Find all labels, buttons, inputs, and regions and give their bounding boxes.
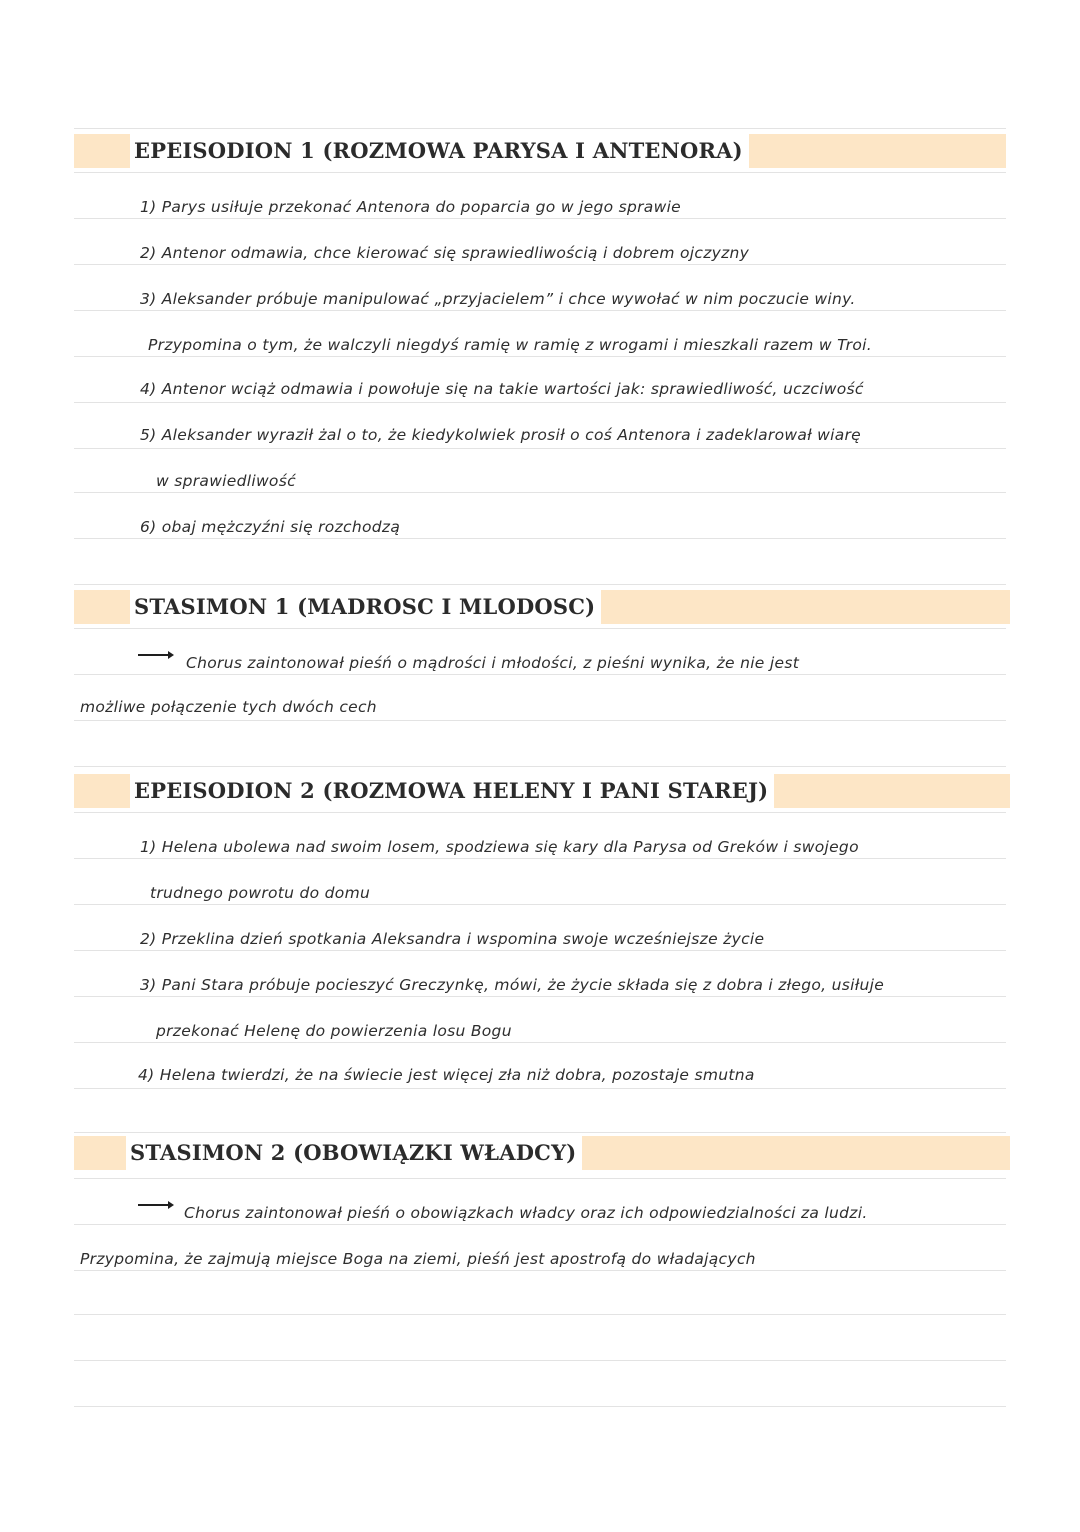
arrow-icon	[138, 650, 174, 660]
ruled-line	[74, 402, 1006, 403]
ruled-line	[74, 128, 1006, 129]
ruled-line	[74, 996, 1006, 997]
ruled-line	[74, 492, 1006, 493]
ruled-line	[74, 448, 1006, 449]
note-line: 1) Helena ubolewa nad swoim losem, spodziewa się kary dla Parysa od Greków i swojego	[140, 838, 859, 856]
ruled-line	[74, 950, 1006, 951]
ruled-line	[74, 172, 1006, 173]
note-line: przekonać Helenę do powierzenia losu Bogu	[156, 1022, 512, 1040]
ruled-line	[74, 1132, 1006, 1133]
ruled-line	[74, 264, 1006, 265]
note-line: 6) obaj mężczyźni się rozchodzą	[140, 518, 401, 536]
note-line: trudnego powrotu do domu	[150, 884, 371, 902]
ruled-line	[74, 1088, 1006, 1089]
note-line: możliwe połączenie tych dwóch cech	[80, 698, 377, 716]
ruled-line	[74, 674, 1006, 675]
ruled-line	[74, 1314, 1006, 1315]
note-line: 5) Aleksander wyraził żal o to, że kiedykolwiek prosił o coś Antenora i zadeklarował wiarę	[140, 426, 862, 444]
ruled-line	[74, 1270, 1006, 1271]
ruled-line	[74, 766, 1006, 767]
ruled-line	[74, 1406, 1006, 1407]
note-line: 2) Antenor odmawia, chce kierować się sprawiedliwością i dobrem ojczyzny	[140, 244, 750, 262]
section-heading: EPEISODION 2 (ROZMOWA HELENY I PANI STAREJ)	[130, 774, 774, 808]
ruled-line	[74, 1224, 1006, 1225]
ruled-line	[74, 584, 1006, 585]
note-line: Przypomina, że zajmują miejsce Boga na ziemi, pieśń jest apostrofą do władających	[80, 1250, 756, 1268]
section-heading: EPEISODION 1 (ROZMOWA PARYSA I ANTENORA)	[130, 134, 749, 168]
section-heading: STASIMON 1 (MADROSC I MLODOSC)	[130, 590, 601, 624]
note-line: Chorus zaintonował pieśń o mądrości i młodości, z pieśni wynika, że nie jest	[186, 654, 800, 672]
ruled-line	[74, 218, 1006, 219]
note-line: 3) Aleksander próbuje manipulować „przyjacielem” i chce wywołać w nim poczucie winy.	[140, 290, 856, 308]
ruled-line	[74, 720, 1006, 721]
note-line: 3) Pani Stara próbuje pocieszyć Greczynkę, mówi, że życie składa się z dobra i złego, usiłuje	[140, 976, 885, 994]
ruled-line	[74, 538, 1006, 539]
ruled-line	[74, 812, 1006, 813]
note-line: 2) Przeklina dzień spotkania Aleksandra i wspomina swoje wcześniejsze życie	[140, 930, 765, 948]
ruled-line	[74, 1360, 1006, 1361]
ruled-line	[74, 1042, 1006, 1043]
arrow-icon	[138, 1200, 174, 1210]
note-line: Przypomina o tym, że walczyli niegdyś ramię w ramię z wrogami i mieszkali razem w Troi.	[148, 336, 872, 354]
ruled-line	[74, 310, 1006, 311]
ruled-line	[74, 858, 1006, 859]
ruled-line	[74, 356, 1006, 357]
note-line: 4) Helena twierdzi, że na świecie jest więcej zła niż dobra, pozostaje smutna	[138, 1066, 755, 1084]
note-line: Chorus zaintonował pieśń o obowiązkach władcy oraz ich odpowiedzialności za ludzi.	[184, 1204, 868, 1222]
ruled-line	[74, 904, 1006, 905]
note-line: w sprawiedliwość	[156, 472, 296, 490]
section-heading: STASIMON 2 (OBOWIĄZKI WŁADCY)	[126, 1136, 582, 1170]
ruled-line	[74, 1178, 1006, 1179]
ruled-line	[74, 628, 1006, 629]
note-line: 1) Parys usiłuje przekonać Antenora do poparcia go w jego sprawie	[140, 198, 682, 216]
note-line: 4) Antenor wciąż odmawia i powołuje się na takie wartości jak: sprawiedliwość, uczciwość	[140, 380, 864, 398]
